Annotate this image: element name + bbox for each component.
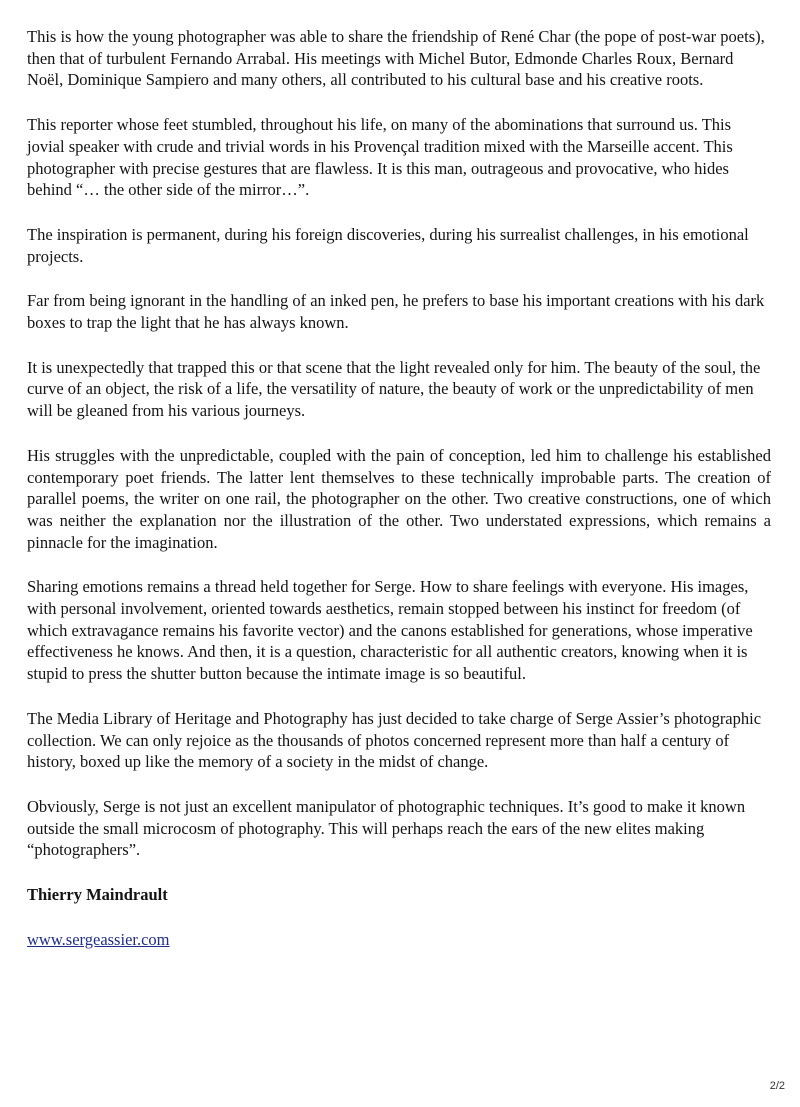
- paragraph-8: The Media Library of Heritage and Photography has just decided to take charge of Serge Assier’s photographic collection. We can only rejoice as the thousands of photos concerned represent more than half a century of history, boxed up like the memory of a society in the midst of change.: [27, 708, 762, 772]
- website-link[interactable]: www.sergeassier.com: [27, 929, 170, 949]
- paragraph-3: The inspiration is permanent, during his foreign discoveries, during his surrealist challenges, in his emotional projects.: [27, 224, 749, 266]
- paragraph-4: Far from being ignorant in the handling of an inked pen, he prefers to base his important creations with his dark boxes to trap the light that he has always known.: [27, 291, 765, 333]
- paragraph-5: It is unexpectedly that trapped this or that scene that the light revealed only for him. The beauty of the soul, the curve of an object, the risk of a life, the versatility of nature, the beauty of work or the unpredictability of men will be gleaned from his various journeys.: [27, 357, 761, 421]
- author-signature: Thierry Maindrault: [27, 885, 168, 905]
- page-number: 2/2: [769, 1080, 785, 1092]
- paragraph-2: This reporter whose feet stumbled, throughout his life, on many of the abominations that surround us. This jovial speaker with crude and trivial words in his Provençal tradition mixed with the Marseille accent. This photographer with precise gestures that are flawless. It is this man, outrageous and provocative, who hides behind “… the other side of the mirror…”.: [27, 115, 733, 200]
- paragraph-9: Obviously, Serge is not just an excellent manipulator of photographic techniques. It’s good to make it known outside the small microcosm of photography. This will perhaps reach the ears of the new elites making “photographers”.: [27, 796, 746, 860]
- paragraph-6: His struggles with the unpredictable, coupled with the pain of conception, led him to challenge his established contemporary poet friends. The latter lent themselves to these technically improbable parts. The creation of parallel poems, the writer on one rail, the photographer on the other. Two creative constructions, one of which was neither the explanation nor the illustration of the other. Two understated expressions, which remains a pinnacle for the imagination.: [27, 445, 771, 552]
- paragraph-7: Sharing emotions remains a thread held together for Serge. How to share feelings with everyone. His images, with personal involvement, oriented towards aesthetics, remain stopped between his instinct for freedom (of which extravagance remains his favorite vector) and the canons established for generations, whose imperative effectiveness he knows. And then, it is a question, characteristic for all authentic creators, knowing when it is stupid to press the shutter button because the intimate image is so beautiful.: [27, 577, 753, 684]
- document-page: [27, 26, 771, 951]
- paragraph-1: This is how the young photographer was able to share the friendship of René Char (the pope of post-war poets), then that of turbulent Fernando Arrabal. His meetings with Michel Butor, Edmonde Charles Roux, Bernard Noël, Dominique Sampiero and many others, all contributed to his cultural base and his creative roots.: [27, 27, 765, 90]
